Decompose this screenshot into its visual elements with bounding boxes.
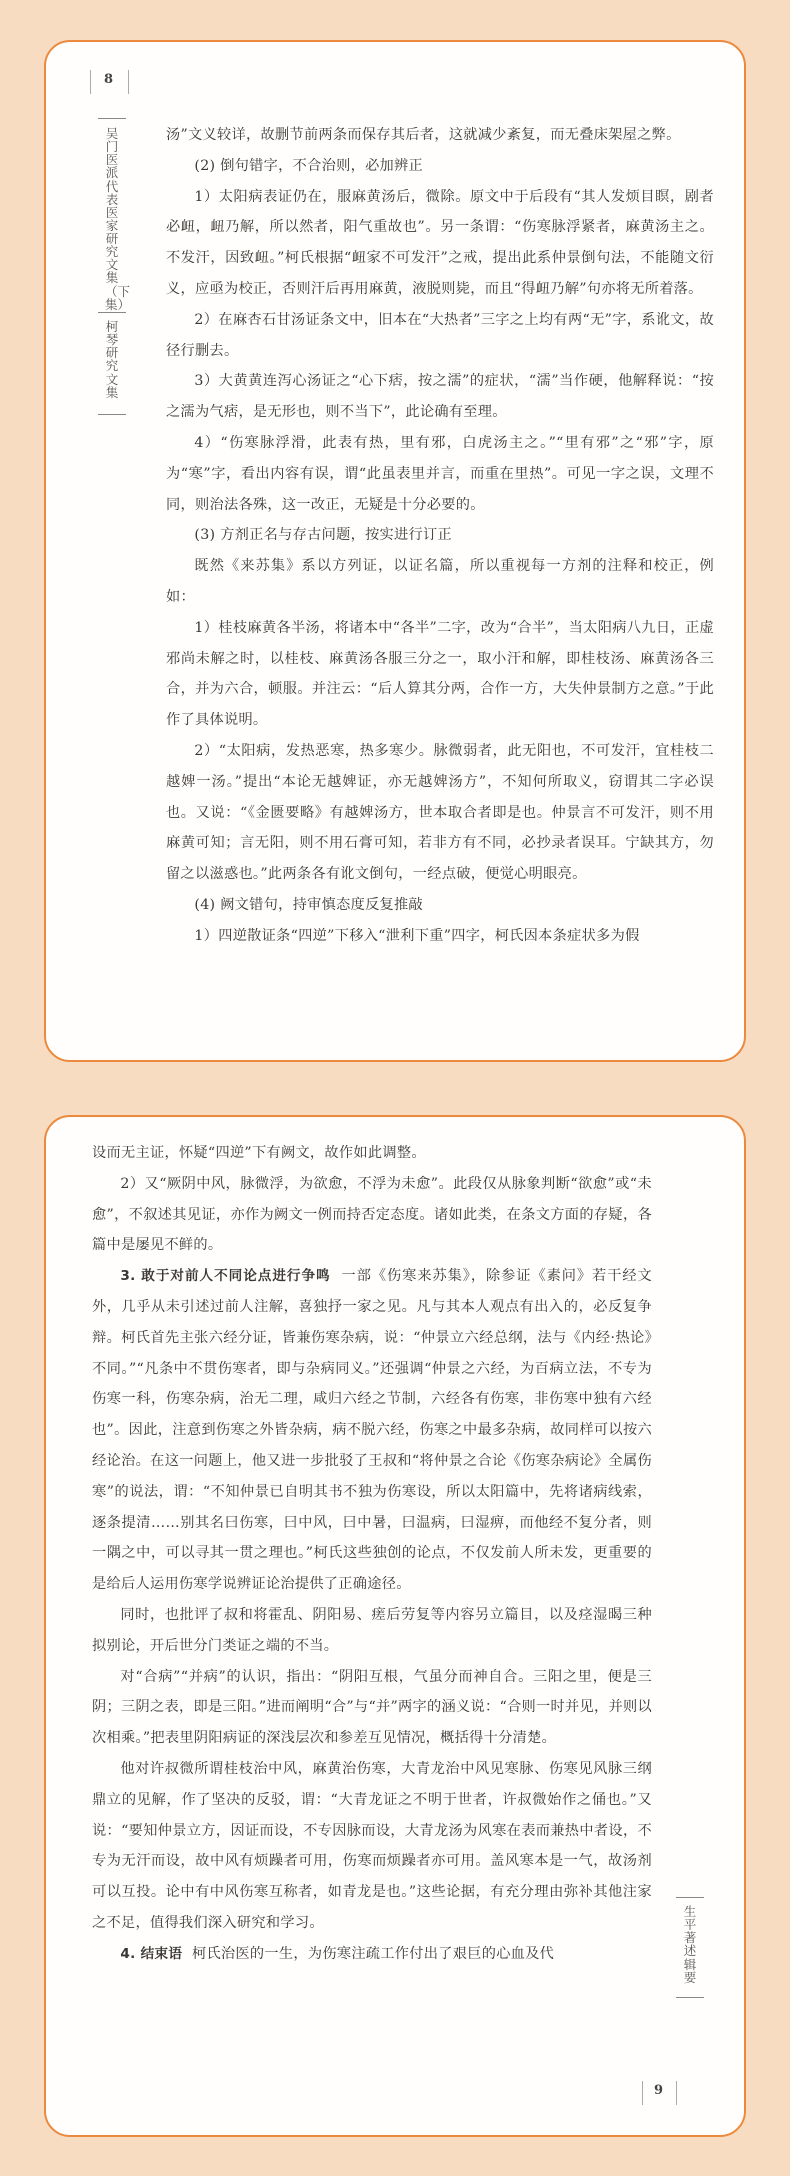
paragraph-text: 他对许叔微所谓桂枝治中风，麻黄治伤寒，大青龙治中风见寒脉、伤寒见风脉三纲鼎立的见解，作了坚决的反驳，谓：“大青龙证之不明于世者，许叔微始作之俑也。”又说：“要知仲景立方，因证而设，不专因脉而设，大青龙汤为风寒在表而兼热中者设，不专为无汗而设，故中风有烦躁者可用，伤寒而烦躁者亦可用。盖风寒本是一气，故汤剂可以互投。论中有中风伤寒互称者，如青龙是也。”这些论据，有充分理由弥补其他注家之不足，值得我们深入研究和学习。 <box>92 1760 652 1931</box>
side-title-rule <box>676 1997 704 1998</box>
paragraph <box>92 1939 652 1970</box>
paragraph <box>92 1754 652 1939</box>
paragraph: 4）“伤寒脉浮滑，此表有热，里有邪，白虎汤主之。”“里有邪”之“邪”字，原为“寒”字，看出内容有误，谓“此虽表里并言，而重在里热”。可见一字之误，文理不同，则治法各殊，这一改正，无疑是十分必要的。 <box>166 434 714 513</box>
paragraph: 1）四逆散证条“四逆”下移入“泄利下重”四字，柯氏因本条症状多为假 <box>194 927 640 944</box>
side-title-rule <box>676 1897 704 1898</box>
section-subheading: (3) 方剂正名与存古问题，按实进行订正 <box>194 527 452 544</box>
paragraph: 2）“太阳病，发热恶寒，热多寒少。脉微弱者，此无阳也，不可发汗，宜桂枝二越婢一汤。”提出“本论无越婢证，亦无越婢汤方”，不知何所取义，窃谓其二字必误也。又说：“《金匮要略》有越婢汤方，世本取合者即是也。仲景言不可发汗，则不用麻黄可知；言无阳，则不用石膏可知，若非方有不同，必抄录者误耳。宁缺其方，勿留之以滋惑也。”此两条各有讹文倒句，一经点破，便觉心明眼亮。 <box>166 742 714 883</box>
paragraph <box>92 1662 652 1754</box>
paragraph: 3）大黄黄连泻心汤证之“心下痞，按之濡”的症状，“濡”当作硬，他解释说：“按之濡为气痞，是无形也，则不当下”，此论确有至理。 <box>166 373 714 421</box>
paragraph: 既然《来苏集》系以方列证，以证名篇，所以重视每一方剂的注释和校正，例如： <box>166 558 714 605</box>
paragraph-text: 2）又“厥阴中风，脉微浮，为欲愈，不浮为未愈”。此段仅从脉象判断“欲愈”或“未愈”，不叙述其见证，亦作为阙文一例而持否定态度。诸如此类，在条文方面的存疑，各篇中是屡见不鲜的。 <box>92 1175 652 1254</box>
page-number-divider <box>642 2081 643 2105</box>
book-page-left <box>44 40 746 1062</box>
paragraph <box>92 1600 652 1662</box>
paragraph-text: 柯氏治医的一生，为伤寒注疏工作付出了艰巨的心血及代 <box>191 1945 555 1962</box>
side-title-rule <box>98 118 126 119</box>
series-title: 吴门医派代表医家研究文集（下集） <box>105 126 131 312</box>
side-title-rule <box>98 312 126 313</box>
book-title: 柯琴研究文集 <box>105 319 119 400</box>
chapter-title: 生平著述辑要 <box>683 1904 697 1985</box>
section-subheading: (4) 阙文错句，持审慎态度反复推敲 <box>194 896 424 913</box>
paragraph-text: 对“合病”“并病”的认识，指出：“阴阳互根，气虽分而神自合。三阳之里，便是三阴；三阴之表，即是三阳。”进而阐明“合”与“并”两字的涵义说：“合则一时并见，并则以次相乘。”把表里阴阳病证的深浅层次和参差互见情况，概括得十分清楚。 <box>92 1668 652 1747</box>
section-subheading: (2) 倒句错字，不合治则，必加辨正 <box>194 157 424 174</box>
page-body-text <box>166 120 714 952</box>
paragraph <box>92 1169 652 1261</box>
page-number-divider <box>128 70 129 94</box>
page-body-text <box>92 1138 652 1970</box>
paragraph: 2）在麻杏石甘汤证条文中，旧本在“大热者”三字之上均有两“无”字，系讹文，故径行删去。 <box>166 311 714 359</box>
book-page-right <box>44 1115 746 2137</box>
page-number-divider <box>90 70 91 94</box>
page-number: 8 <box>104 72 114 87</box>
paragraph: 1）太阳病表证仍在，服麻黄汤后，微除。原文中于后段有“其人发烦目瞑，剧者必衄，衄乃解，所以然者，阳气重故也”。另一条谓：“伤寒脉浮紧者，麻黄汤主之。不发汗，因致衄。”柯氏根据“衄家不可发汗”之戒，提出此系仲景倒句法，不能随文衍义，应亟为校正，否则汗后再用麻黄，液脱则毙，而且“得衄乃解”句亦将无所着落。 <box>166 188 714 297</box>
section-heading: 4. 结束语 <box>120 1945 183 1962</box>
paragraph <box>92 1138 652 1169</box>
paragraph-text: 一部《伤寒来苏集》，除参证《素问》若干经文外，几乎从未引述过前人注解，喜独抒一家之见。凡与其本人观点有出入的，必反复争辩。柯氏首先主张六经分证，皆兼伤寒杂病，说：“仲景立六经总纲，法与《内经·热论》不同。”“凡条中不贯伤寒者，即与杂病同义。”还强调“仲景之六经，为百病立法，不专为伤寒一科，伤寒杂病，治无二理，咸归六经之节制，六经各有伤寒，非伤寒中独有六经也”。因此，注意到伤寒之外皆杂病，病不脱六经，伤寒之中最多杂病，故同样可以按六经论治。在这一问题上，他又进一步批驳了王叔和“将仲景之合论《伤寒杂病论》全属伤寒”的说法，谓：“不知仲景已自明其书不独为伤寒设，所以太阳篇中，先将诸病线索，逐条提清……别其名曰伤寒，曰中风，曰中暑，曰温病，曰湿痹，而他经不复分者，则一隅之中，可以寻其一贯之理也。”柯氏这些独创的论点，不仅发前人所未发，更重要的是给后人运用伤寒学说辨证论治提供了正确途径。 <box>92 1268 653 1593</box>
paragraph-text: 设而无主证，怀疑“四逆”下有阙文，故作如此调整。 <box>92 1145 426 1161</box>
paragraph: 1）桂枝麻黄各半汤，将诸本中“各半”二字，改为“合半”，当太阳病八九日，正虚邪尚未解之时，以桂枝、麻黄汤各服三分之一，取小汗和解，即桂枝汤、麻黄汤各三合，并为六合，顿服。并注云：“后人算其分两，合作一方，大失仲景制方之意。”于此作了具体说明。 <box>166 619 714 729</box>
paragraph: 汤”文义较详，故删节前两条而保存其后者，这就减少紊复，而无叠床架屋之弊。 <box>166 127 681 143</box>
page-number: 9 <box>654 2083 664 2098</box>
page-number-divider <box>676 2081 677 2105</box>
paragraph-text: 同时，也批评了叔和将霍乱、阴阳易、瘥后劳复等内容另立篇目，以及痉湿暍三种拟别论，开后世分门类证之端的不当。 <box>92 1606 652 1654</box>
paragraph <box>92 1261 652 1600</box>
side-title-rule <box>98 414 126 415</box>
section-heading: 3. 敢于对前人不同论点进行争鸣 <box>120 1268 331 1285</box>
